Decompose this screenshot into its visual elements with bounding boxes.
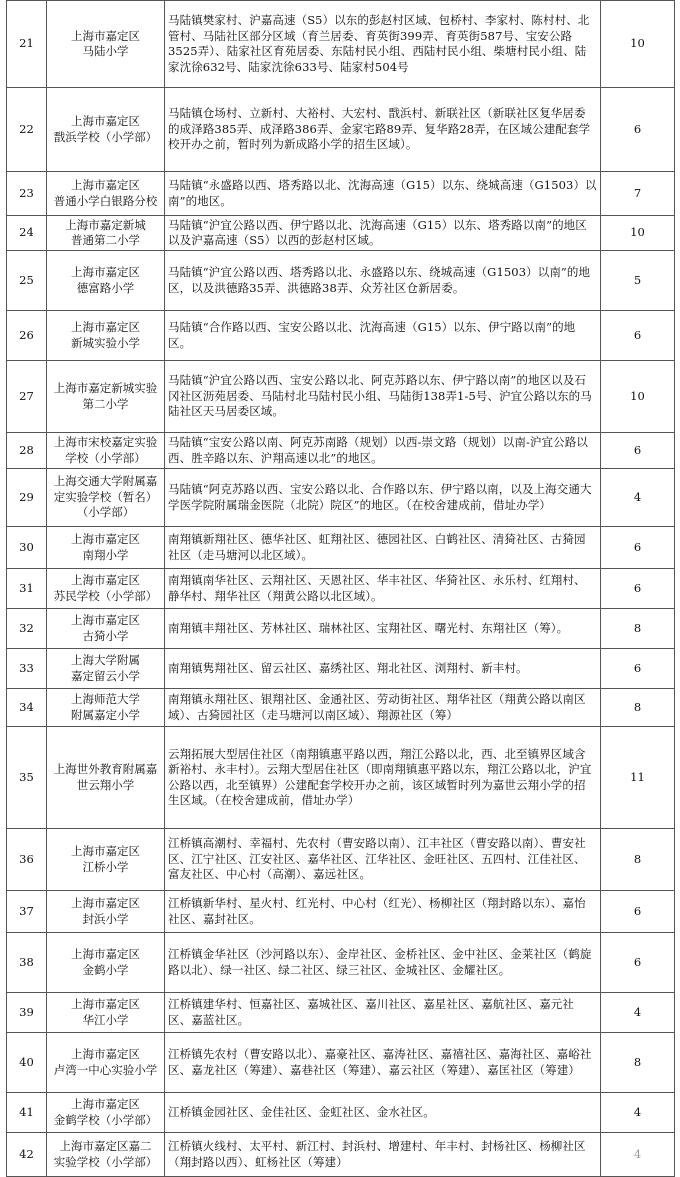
- school-name: 上海市嘉定区 封浜小学: [47, 891, 165, 933]
- table-row: [7, 216, 675, 251]
- table-row: [7, 1, 675, 88]
- school-name: 上海市嘉定区 金鹤小学: [47, 933, 165, 993]
- row-number: 36: [7, 829, 47, 891]
- table-row: [7, 433, 675, 469]
- row-number: 32: [7, 609, 47, 649]
- enrollment-area: 江桥镇先农村（曹安路以北）、嘉豪社区、嘉涛社区、嘉禧社区、嘉海社区、嘉峪社区、嘉龙社区（筹建）、嘉巷社区（筹建）、嘉云社区（筹建）、嘉匡社区（筹建）: [165, 1033, 601, 1093]
- class-count: 10: [601, 361, 675, 433]
- row-number: 27: [7, 361, 47, 433]
- enrollment-area: 马陆镇“宝安公路以南、阿克苏南路（规划）以西-崇文路（规划）以南-沪宜公路以西、胜辛路以东、沪翔高速以北”的地区。: [165, 433, 601, 469]
- enrollment-area: 马陆镇“沪宜公路以西、塔秀路以北、永盛路以东、绕城高速（G1503）以南”的地区，以及洪德路35弄、洪德路38弄、众芳社区仓新居委。: [165, 251, 601, 311]
- table-row: [7, 933, 675, 993]
- enrollment-area: 马陆镇“沪宜公路以西、宝安公路以北、阿克苏路以东、伊宁路以南”的地区以及石冈社区沥苑居委、马陆村北马陆村民小组、马陆街138弄1-5号、沪宜公路以东的马陆社区天马居委区域。: [165, 361, 601, 433]
- school-name: 上海市嘉定新城实验 第二小学: [47, 361, 165, 433]
- school-name: 上海市嘉定区 江桥小学: [47, 829, 165, 891]
- table-row: [7, 829, 675, 891]
- enrollment-area: 南翔镇南华社区、云翔社区、天恩社区、华丰社区、华猗社区、永乐村、红翔村、静华村、翔华社区（翔黄公路以北区域）。: [165, 569, 601, 609]
- school-name: 上海世外教育附属嘉 世云翔小学: [47, 727, 165, 829]
- school-name: 上海市嘉定区 金鹤学校（小学部）: [47, 1093, 165, 1133]
- row-number: 39: [7, 993, 47, 1033]
- table-row: [7, 1133, 675, 1177]
- enrollment-area: 马陆镇仓场村、立新村、大裕村、大宏村、戬浜村、新联社区（新联社区复华居委的成泽路385弄、成泽路386弄、金家宅路89弄、复华路28弄，在区域公建配套学校开办之前，暂时列为新成路小学的招生区域）。: [165, 88, 601, 172]
- class-count: 6: [601, 649, 675, 689]
- school-name: 上海市嘉定区 卢湾一中心实验小学: [47, 1033, 165, 1093]
- class-count: 6: [601, 569, 675, 609]
- class-count: 4: [601, 1133, 675, 1177]
- row-number: 29: [7, 469, 47, 527]
- row-number: 26: [7, 311, 47, 361]
- table-row: [7, 569, 675, 609]
- row-number: 28: [7, 433, 47, 469]
- school-name: 上海师范大学 附属嘉定小学: [47, 689, 165, 727]
- row-number: 38: [7, 933, 47, 993]
- school-name: 上海市嘉定区嘉二 实验学校（小学部）: [47, 1133, 165, 1177]
- table-row: [7, 88, 675, 172]
- school-name: 上海市嘉定新城 普通第二小学: [47, 216, 165, 251]
- table-row: [7, 172, 675, 216]
- class-count: 8: [601, 689, 675, 727]
- enrollment-area: 南翔镇隽翔社区、留云社区、嘉绣社区、翔北社区、浏翔村、新丰村。: [165, 649, 601, 689]
- table-row: [7, 361, 675, 433]
- school-name: 上海市嘉定区 普通小学白银路分校: [47, 172, 165, 216]
- school-name: 上海交通大学附属嘉 定实验学校（暂名） （小学部）: [47, 469, 165, 527]
- class-count: 10: [601, 216, 675, 251]
- school-name: 上海市嘉定区 古猗小学: [47, 609, 165, 649]
- school-name: 上海市嘉定区 华江小学: [47, 993, 165, 1033]
- table-row: [7, 689, 675, 727]
- class-count: 4: [601, 993, 675, 1033]
- table-row: [7, 993, 675, 1033]
- table-row: [7, 891, 675, 933]
- class-count: 6: [601, 311, 675, 361]
- school-name: 上海市嘉定区 苏民学校（小学部）: [47, 569, 165, 609]
- row-number: 41: [7, 1093, 47, 1133]
- row-number: 21: [7, 1, 47, 88]
- enrollment-area: 江桥镇高潮村、幸福村、先农村（曹安路以南）、江丰社区（曹安路以南）、曹安社区、江宁社区、江安社区、嘉华社区、江华社区、金旺社区、五四村、江佳社区、富友社区、中心村（高潮）、嘉远社区。: [165, 829, 601, 891]
- class-count: 11: [601, 727, 675, 829]
- class-count: 6: [601, 933, 675, 993]
- class-count: 10: [601, 1, 675, 88]
- school-name: 上海市嘉定区 南翔小学: [47, 527, 165, 569]
- class-count: 4: [601, 469, 675, 527]
- row-number: 37: [7, 891, 47, 933]
- row-number: 35: [7, 727, 47, 829]
- school-name: 上海市嘉定区 戬浜学校（小学部）: [47, 88, 165, 172]
- table-row: [7, 727, 675, 829]
- row-number: 30: [7, 527, 47, 569]
- class-count: 8: [601, 609, 675, 649]
- table-row: [7, 609, 675, 649]
- class-count: 6: [601, 527, 675, 569]
- class-count: 6: [601, 891, 675, 933]
- table-row: [7, 1033, 675, 1093]
- table-row: [7, 251, 675, 311]
- table-row: [7, 311, 675, 361]
- enrollment-area: 马陆镇樊家村、沪嘉高速（S5）以东的彭赵村区域、包桥村、李家村、陈村村、北管村、马陆社区部分区域（育兰居委、育英街399弄、育英街587号、宝安公路3525弄）、陆家社区育苑居委、东陆村民小组、西陆村民小组、柴塘村民小组、陆家沈徐632号、陆家沈徐633号、陆家村504号: [165, 1, 601, 88]
- row-number: 42: [7, 1133, 47, 1177]
- enrollment-area: 马陆镇“沪宜公路以西、伊宁路以北、沈海高速（G15）以东、塔秀路以南”的地区以及沪嘉高速（S5）以西的彭赵村区域。: [165, 216, 601, 251]
- row-number: 23: [7, 172, 47, 216]
- row-number: 31: [7, 569, 47, 609]
- row-number: 40: [7, 1033, 47, 1093]
- school-district-table: [6, 0, 675, 1177]
- school-name: 上海大学附属 嘉定留云小学: [47, 649, 165, 689]
- enrollment-area: 江桥镇新华村、星火村、红光村、中心村（红光）、杨柳社区（翔封路以东）、嘉怡社区、嘉封社区。: [165, 891, 601, 933]
- school-name: 上海市嘉定区 马陆小学: [47, 1, 165, 88]
- school-name: 上海市嘉定区 德富路小学: [47, 251, 165, 311]
- enrollment-area: 江桥镇建华村、恒嘉社区、嘉城社区、嘉川社区、嘉星社区、嘉航社区、嘉元社区、嘉蓝社区。: [165, 993, 601, 1033]
- enrollment-area: 江桥镇金园社区、金佳社区、金虹社区、金水社区。: [165, 1093, 601, 1133]
- class-count: 6: [601, 433, 675, 469]
- row-number: 33: [7, 649, 47, 689]
- enrollment-area: 马陆镇“永盛路以西、塔秀路以北、沈海高速（G15）以东、绕城高速（G1503）以南”的地区。: [165, 172, 601, 216]
- enrollment-area: 江桥镇金华社区（沙河路以东）、金岸社区、金桥社区、金中社区、金莱社区（鹤旋路以北）、绿一社区、绿二社区、绿三社区、金城社区、金耀社区。: [165, 933, 601, 993]
- table-row: [7, 469, 675, 527]
- table-row: [7, 527, 675, 569]
- table-row: [7, 1093, 675, 1133]
- enrollment-area: 江桥镇火线村、太平村、新江村、封浜村、增建村、年丰村、封杨社区、杨柳社区（翔封路以西）、虹杨社区（筹建）: [165, 1133, 601, 1177]
- enrollment-area: 云翔拓展大型居住社区（南翔镇惠平路以西，翔江公路以北，西、北至镇界区域含新裕村、永丰村）。云翔大型居住社区（即南翔镇惠平路以东，翔江公路以北，沪宜公路以西，北至镇界）公建配套学校开办之前，该区域暂时列为嘉世云翔小学的招生区域。（在校舍建成前，借址办学）: [165, 727, 601, 829]
- enrollment-area: 马陆镇“合作路以西、宝安公路以北、沈海高速（G15）以东、伊宁路以南”的地区。: [165, 311, 601, 361]
- row-number: 24: [7, 216, 47, 251]
- row-number: 25: [7, 251, 47, 311]
- enrollment-table-page: [6, 0, 674, 1177]
- class-count: 5: [601, 251, 675, 311]
- class-count: 8: [601, 1033, 675, 1093]
- row-number: 22: [7, 88, 47, 172]
- enrollment-area: 马陆镇“阿克苏路以西、宝安公路以北、合作路以东、伊宁路以南，以及上海交通大学医学院附属瑞金医院（北院）院区”的地区。（在校舍建成前，借址办学）: [165, 469, 601, 527]
- class-count: 7: [601, 172, 675, 216]
- class-count: 8: [601, 829, 675, 891]
- class-count: 4: [601, 1093, 675, 1133]
- class-count: 6: [601, 88, 675, 172]
- enrollment-area: 南翔镇新翔社区、德华社区、虹翔社区、德园社区、白鹤社区、清猗社区、古猗园社区（走马塘河以北区域）。: [165, 527, 601, 569]
- row-number: 34: [7, 689, 47, 727]
- table-body: [7, 1, 675, 1177]
- enrollment-area: 南翔镇丰翔社区、芳林社区、瑞林社区、宝翔社区、曙光村、东翔社区（筹）。: [165, 609, 601, 649]
- school-name: 上海市宋校嘉定实验 学校（小学部）: [47, 433, 165, 469]
- enrollment-area: 南翔镇永翔社区、银翔社区、金通社区、劳动街社区、翔华社区（翔黄公路以南区域）、古猗园社区（走马塘河以南区域）、翔源社区（筹）: [165, 689, 601, 727]
- table-row: [7, 649, 675, 689]
- school-name: 上海市嘉定区 新城实验小学: [47, 311, 165, 361]
